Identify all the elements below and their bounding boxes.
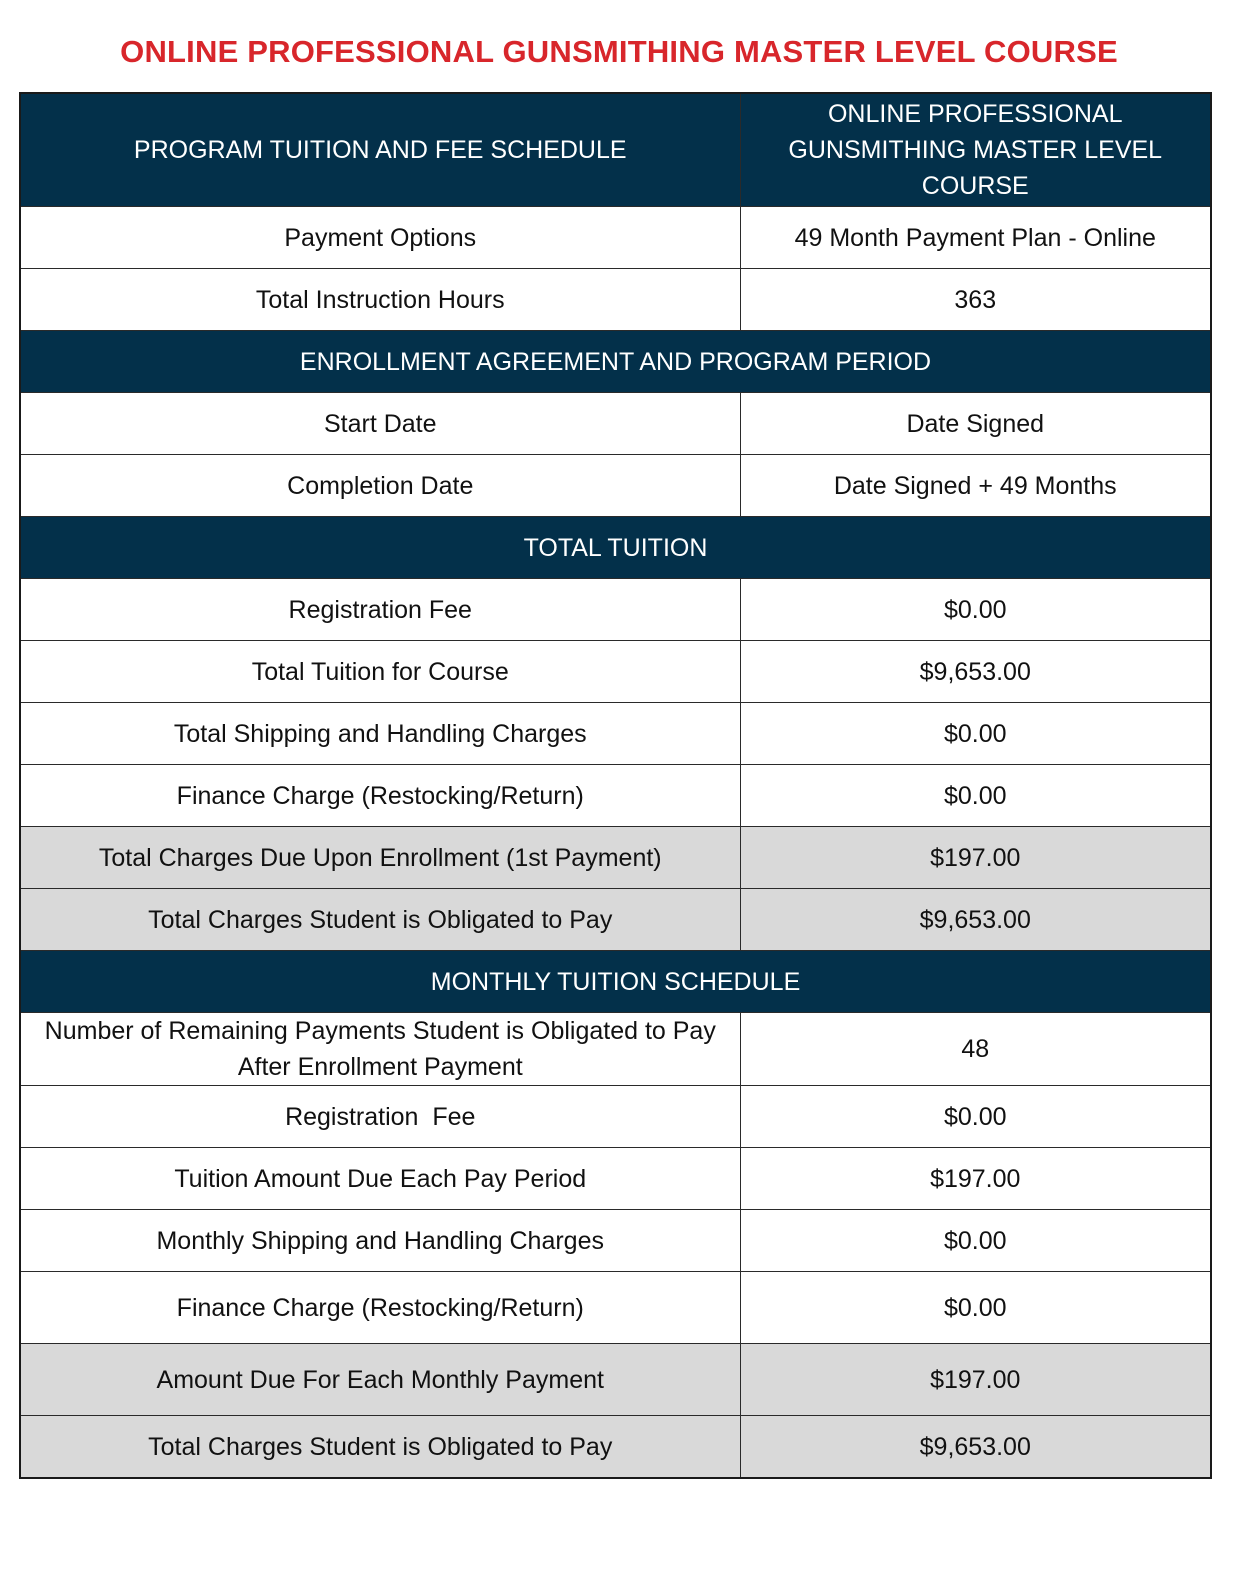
page-title: ONLINE PROFESSIONAL GUNSMITHING MASTER LEVEL COURSE xyxy=(120,34,1118,69)
due-upon-enrollment-label: Total Charges Due Upon Enrollment (1st Payment) xyxy=(20,827,740,889)
total-tuition-value: $9,653.00 xyxy=(740,641,1211,703)
section-title-monthly: MONTHLY TUITION SCHEDULE xyxy=(20,951,1211,1013)
table-row xyxy=(20,579,1211,641)
table-row xyxy=(20,703,1211,765)
finance-charge-label: Finance Charge (Restocking/Return) xyxy=(20,765,740,827)
tuition-fee-table xyxy=(19,92,1212,1479)
completion-date-label: Completion Date xyxy=(20,455,740,517)
section-title-enrollment: ENROLLMENT AGREEMENT AND PROGRAM PERIOD xyxy=(20,331,1211,393)
monthly-shipping-label: Monthly Shipping and Handling Charges xyxy=(20,1210,740,1272)
instruction-hours-label: Total Instruction Hours xyxy=(20,269,740,331)
monthly-finance-charge-value: $0.00 xyxy=(740,1272,1211,1344)
monthly-shipping-value: $0.00 xyxy=(740,1210,1211,1272)
table-header-row xyxy=(20,93,1211,207)
table-row xyxy=(20,393,1211,455)
table-row xyxy=(20,1148,1211,1210)
obligated-total-value: $9,653.00 xyxy=(740,889,1211,951)
remaining-payments-label: Number of Remaining Payments Student is Obligated to Pay After Enrollment Payment xyxy=(20,1013,740,1086)
start-date-value: Date Signed xyxy=(740,393,1211,455)
remaining-payments-value: 48 xyxy=(740,1013,1211,1086)
shipping-handling-value: $0.00 xyxy=(740,703,1211,765)
amount-each-month-label: Amount Due For Each Monthly Payment xyxy=(20,1344,740,1416)
table-row xyxy=(20,269,1211,331)
total-row xyxy=(20,1344,1211,1416)
total-row xyxy=(20,889,1211,951)
registration-fee-label: Registration Fee xyxy=(20,579,740,641)
section-header-row xyxy=(20,517,1211,579)
finance-charge-value: $0.00 xyxy=(740,765,1211,827)
completion-date-value: Date Signed + 49 Months xyxy=(740,455,1211,517)
section-header-row xyxy=(20,331,1211,393)
monthly-finance-charge-label: Finance Charge (Restocking/Return) xyxy=(20,1272,740,1344)
amount-each-month-value: $197.00 xyxy=(740,1344,1211,1416)
obligated-total-label: Total Charges Student is Obligated to Pay xyxy=(20,889,740,951)
total-row xyxy=(20,1416,1211,1479)
payment-options-label: Payment Options xyxy=(20,207,740,269)
due-upon-enrollment-value: $197.00 xyxy=(740,827,1211,889)
section-header-row xyxy=(20,951,1211,1013)
tuition-per-period-label: Tuition Amount Due Each Pay Period xyxy=(20,1148,740,1210)
total-tuition-label: Total Tuition for Course xyxy=(20,641,740,703)
monthly-obligated-total-value: $9,653.00 xyxy=(740,1416,1211,1479)
registration-fee-value: $0.00 xyxy=(740,579,1211,641)
start-date-label: Start Date xyxy=(20,393,740,455)
instruction-hours-value: 363 xyxy=(740,269,1211,331)
table-row xyxy=(20,455,1211,517)
monthly-obligated-total-label: Total Charges Student is Obligated to Pay xyxy=(20,1416,740,1479)
total-row xyxy=(20,827,1211,889)
header-schedule-label: PROGRAM TUITION AND FEE SCHEDULE xyxy=(20,93,740,207)
table-row xyxy=(20,1272,1211,1344)
tuition-per-period-value: $197.00 xyxy=(740,1148,1211,1210)
shipping-handling-label: Total Shipping and Handling Charges xyxy=(20,703,740,765)
table-row xyxy=(20,1210,1211,1272)
table-row xyxy=(20,641,1211,703)
monthly-registration-fee-value: $0.00 xyxy=(740,1086,1211,1148)
header-course-name: ONLINE PROFESSIONAL GUNSMITHING MASTER LEVEL COURSE xyxy=(740,93,1211,207)
monthly-registration-fee-label: Registration Fee xyxy=(20,1086,740,1148)
table-row xyxy=(20,1086,1211,1148)
table-row xyxy=(20,1013,1211,1086)
payment-options-value: 49 Month Payment Plan - Online xyxy=(740,207,1211,269)
table-row xyxy=(20,765,1211,827)
section-title-total-tuition: TOTAL TUITION xyxy=(20,517,1211,579)
table-row xyxy=(20,207,1211,269)
